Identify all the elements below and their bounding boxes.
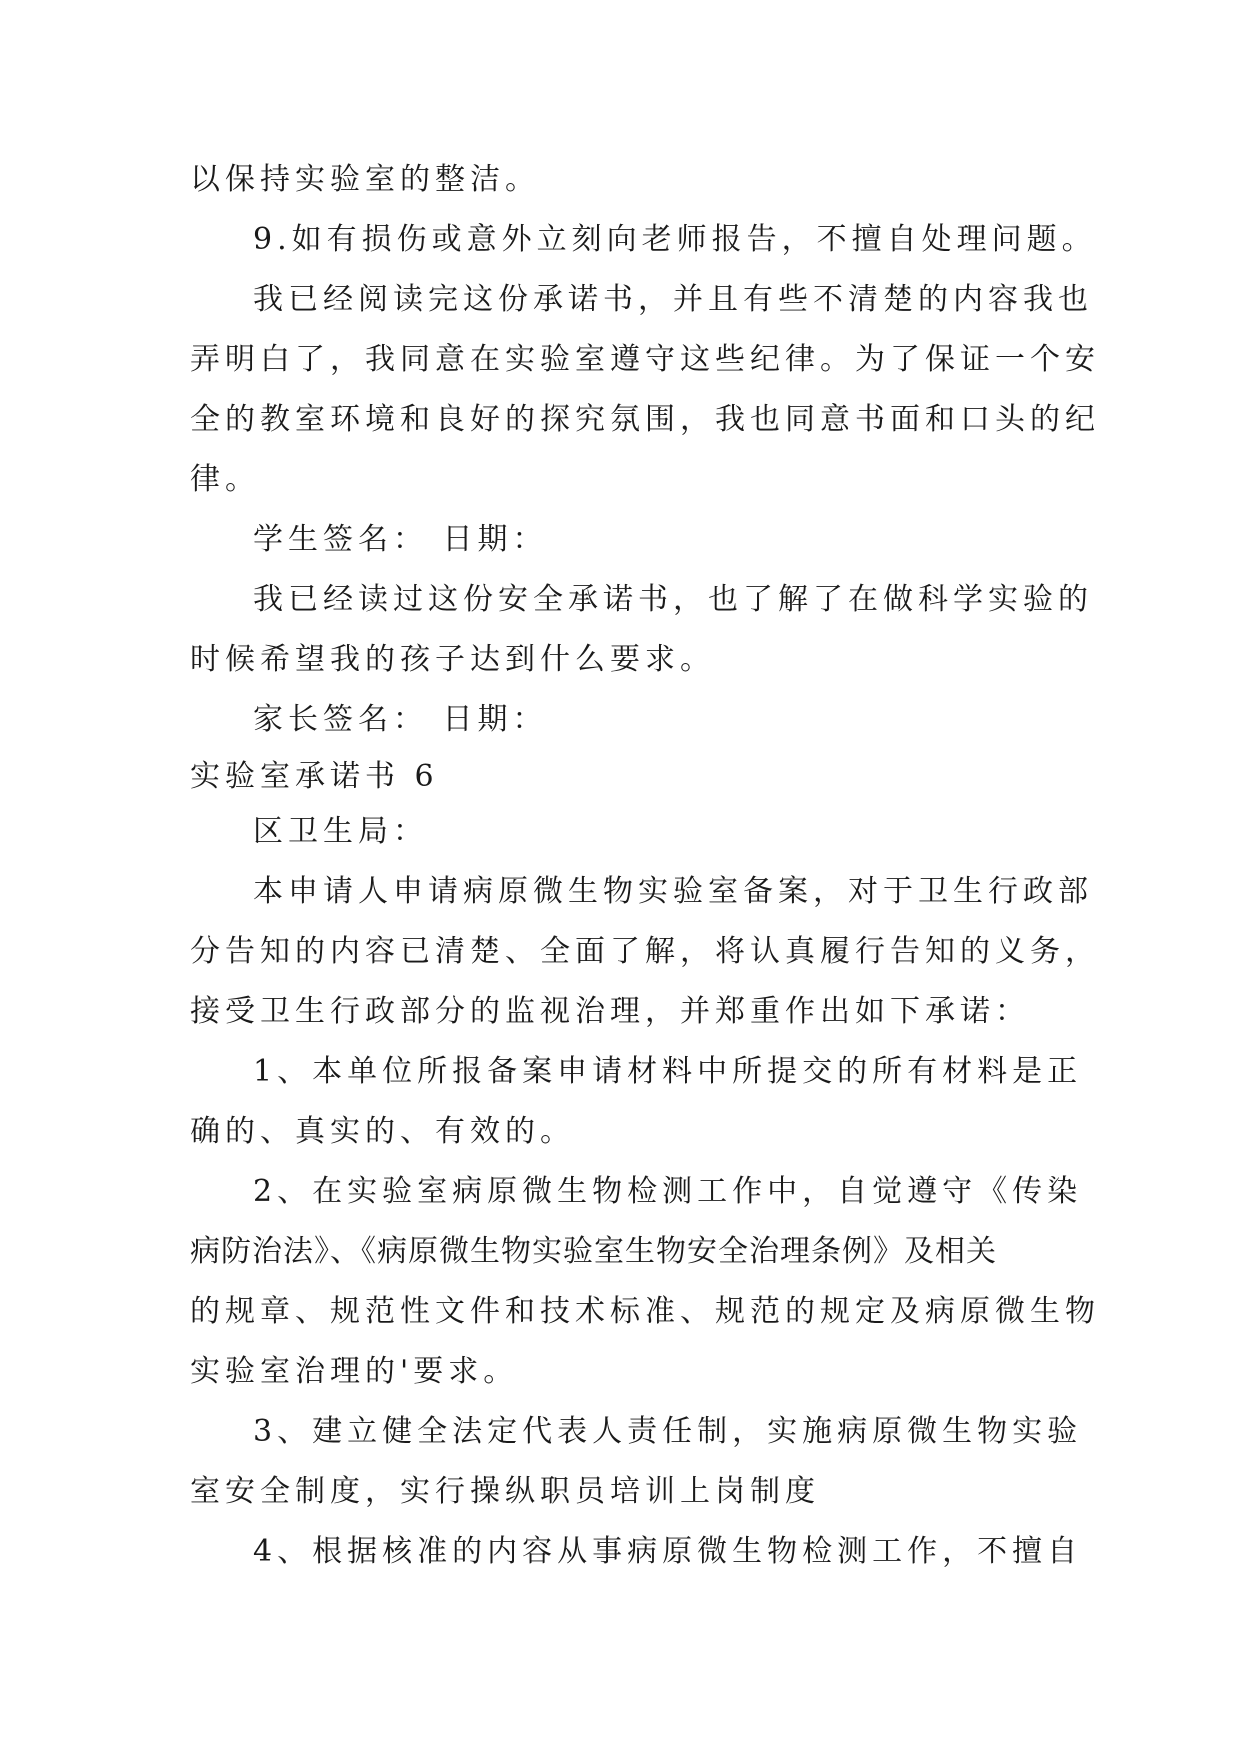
text-line: 室安全制度，实行操纵职员培训上岗制度 — [190, 1474, 820, 1509]
student-signature-line: 学生签名： 日期： — [253, 522, 548, 557]
text-line: 弄明白了，我同意在实验室遵守这些纪律。为了保证一个安 — [190, 342, 1100, 377]
text-line: 以保持实验室的整洁。 — [190, 162, 540, 197]
text-line: 我已经读过这份安全承诺书，也了解了在做科学实验的 — [253, 582, 1093, 617]
text-line: 3、建立健全法定代表人责任制，实施病原微生物实验 — [253, 1414, 1083, 1449]
text-line: 病防治法》、《病原微生物实验室生物安全治理条例》及相关 — [190, 1234, 997, 1269]
text-line: 我已经阅读完这份承诺书，并且有些不清楚的内容我也 — [253, 282, 1093, 317]
text-line: 时候希望我的孩子达到什么要求。 — [190, 642, 715, 677]
text-line: 本申请人申请病原微生物实验室备案，对于卫生行政部 — [253, 874, 1093, 909]
text-line: 全的教室环境和良好的探究氛围，我也同意书面和口头的纪 — [190, 402, 1100, 437]
text-line: 4、根据核准的内容从事病原微生物检测工作，不擅自 — [253, 1534, 1083, 1569]
text-line: 实验室治理的'要求。 — [190, 1354, 519, 1389]
parent-signature-line: 家长签名： 日期： — [253, 702, 548, 737]
section-heading: 实验室承诺书 6 — [190, 759, 439, 794]
text-line: 9.如有损伤或意外立刻向老师报告，不擅自处理问题。 — [253, 222, 1097, 257]
addressee-line: 区卫生局： — [253, 814, 428, 849]
text-line: 确的、真实的、有效的。 — [190, 1114, 575, 1149]
text-line: 律。 — [190, 462, 260, 497]
text-line: 2、在实验室病原微生物检测工作中，自觉遵守《传染 — [253, 1174, 1083, 1209]
text-line: 的规章、规范性文件和技术标准、规范的规定及病原微生物 — [190, 1294, 1100, 1329]
text-line: 分告知的内容已清楚、全面了解，将认真履行告知的义务， — [190, 934, 1100, 969]
text-line: 1、本单位所报备案申请材料中所提交的所有材料是正 — [253, 1054, 1083, 1089]
text-line: 接受卫生行政部分的监视治理，并郑重作出如下承诺： — [190, 994, 1030, 1029]
